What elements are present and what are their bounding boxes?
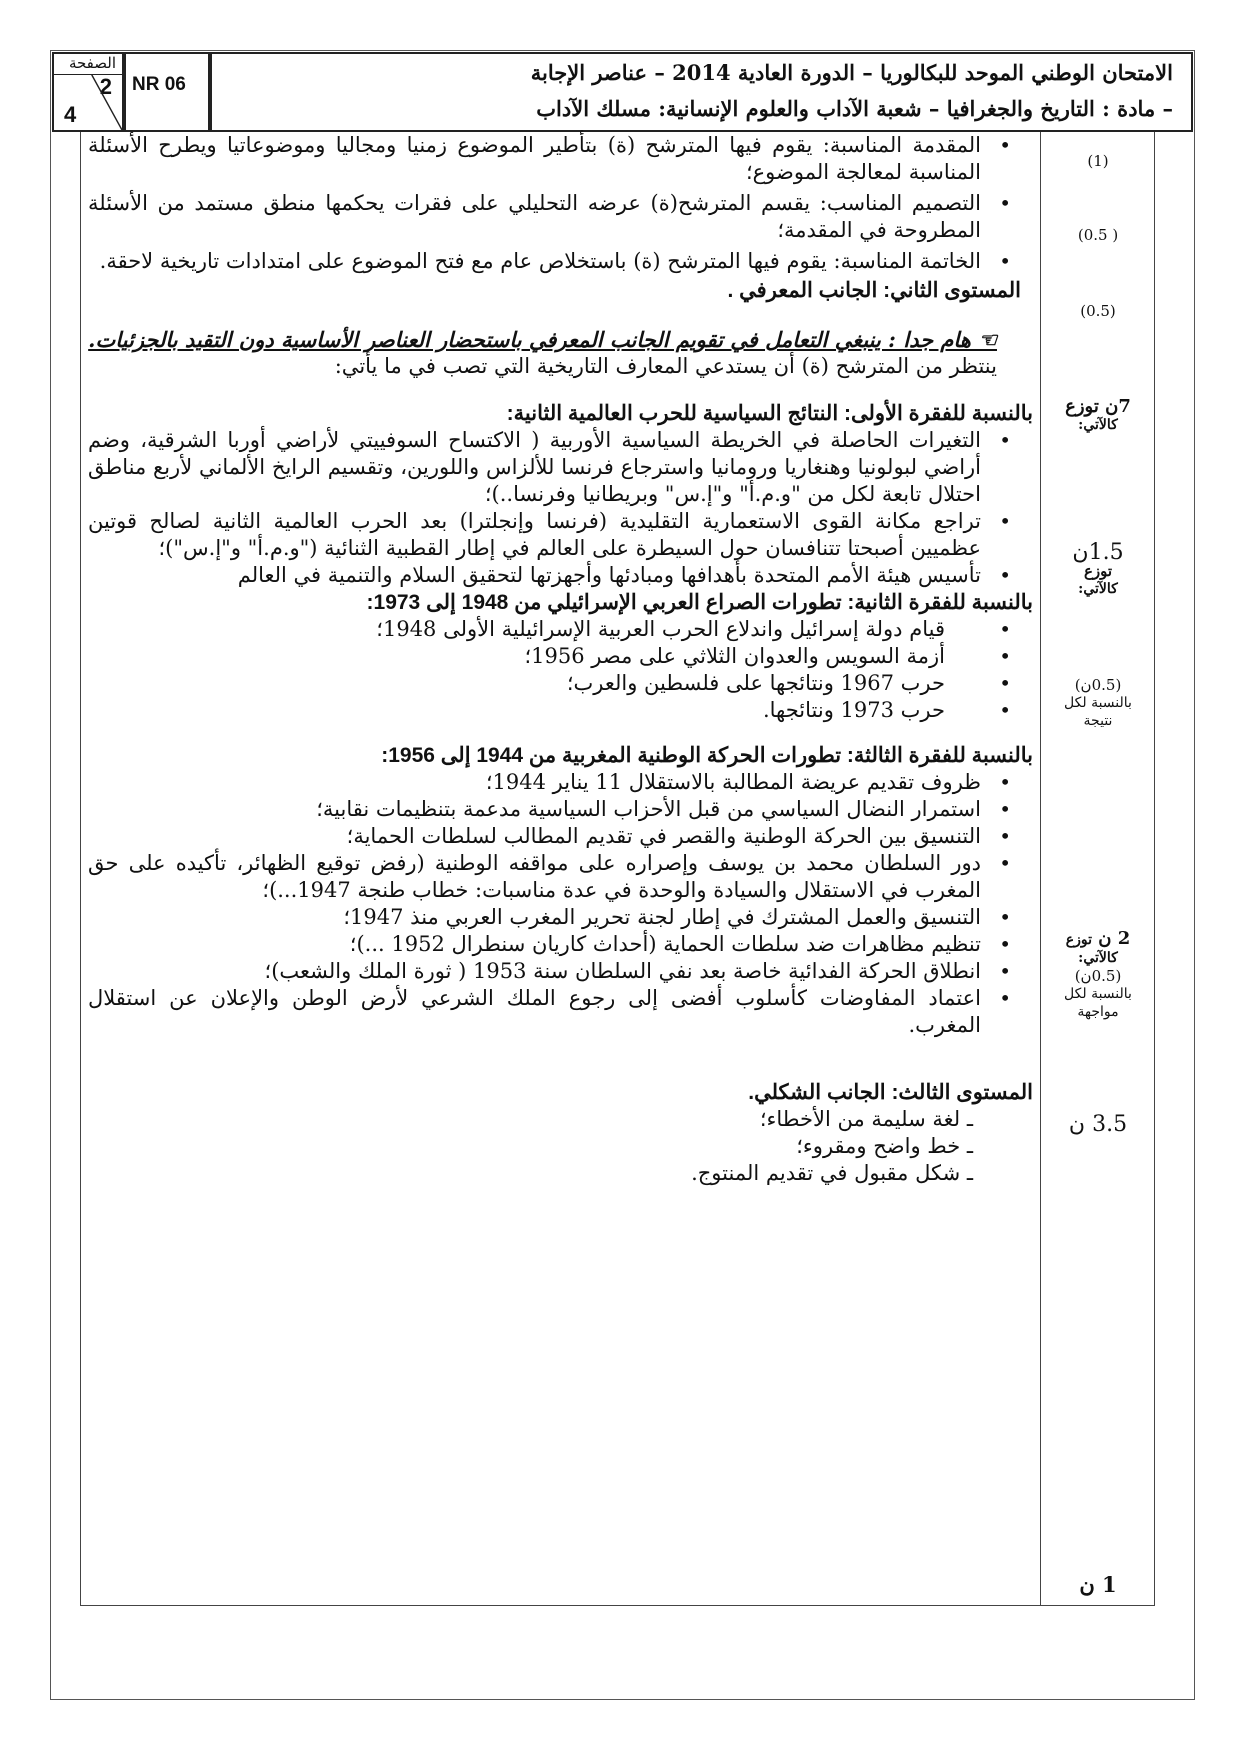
paragraph3-item: • التنسيق بين الحركة الوطنية والقصر في تقديم المطالب لسلطات الحماية؛ — [88, 823, 1033, 850]
mark-value: (0.5ن) — [1074, 676, 1122, 694]
paragraph2-item: • أزمة السويس والعدوان الثلاثي على مصر 1956؛ — [88, 643, 1033, 670]
mark-conclusion — [1042, 302, 1154, 320]
mark-intro — [1042, 152, 1154, 170]
paragraph1-item: • تراجع مكانة القوى الاستعمارية التقليدية (فرنسا وإنجلترا) بعد الحرب العالمية الثانية لصالح قوتين عظميين أصبحتا تتنافسان حول السيطرة على العالم في إطار القطبية الثنائية ("و.م.أ" و"إ.س")؛ — [88, 508, 1033, 562]
exam-title-box — [210, 52, 1193, 132]
exam-title-line1: الامتحان الوطني الموحد للبكالوريا – الدورة العادية 2014 – عناصر الإجابة — [530, 60, 1173, 85]
mark-note: كالآتي: — [1078, 417, 1118, 433]
page-number-box — [52, 52, 124, 132]
mark-value: 3.5 ن — [1068, 1112, 1128, 1137]
paragraph1-item: • التغيرات الحاصلة في الخريطة السياسية الأوربية ( الاكتساح السوفييتي لأراضي أوربا الشرقية، وضم أراضي لبولونيا وهنغاريا ورومانيا واسترجاع فرنسا للألزاس واللورين، وتقسيم الرايخ الألماني لأربع مناطق احتلال تابعة لكل من "و.م.أ" و"إ.س" وبريطانيا وفرنسا..)؛ — [88, 427, 1033, 508]
mark-value: 1.5ن — [1072, 540, 1124, 565]
mark-form — [1042, 1572, 1154, 1597]
mark-paragraph3 — [1042, 1112, 1154, 1137]
mark-plan — [1042, 226, 1154, 244]
mark-paragraph1 — [1042, 540, 1154, 598]
paragraph3-item: • دور السلطان محمد بن يوسف وإصراره على مواقفه الوطنية (رفض توقيع الظهائر، تأكيده على حق المغرب في الاستقلال والسيادة والوحدة في عدة مناسبات: خطاب طنجة 1947...)؛ — [88, 850, 1033, 904]
mark-paragraph1-detail — [1042, 676, 1154, 730]
paragraph3-item: • اعتماد المفاوضات كأسلوب أفضى إلى رجوع الملك الشرعي لأرض الوطن والإعلان عن استقلال المغرب. — [88, 985, 1033, 1039]
marks-column-divider — [1040, 132, 1041, 1606]
mark-note: كالآتي: — [1078, 581, 1118, 597]
level3-item: ـ خط واضح ومقروء؛ — [796, 1134, 973, 1158]
paragraph1-item: • تأسيس هيئة الأمم المتحدة بأهدافها ومبادئها وأجهزتها لتحقيق السلام والتنمية في العالم — [88, 562, 1033, 589]
intro-item: • التصميم المناسب: يقسم المترشح(ة) عرضه التحليلي على فقرات يحكمها منطق مستمد من الأسئلة المطروحة في المقدمة؛ — [88, 190, 1033, 244]
expectation-text: ينتظر من المترشح (ة) أن يستدعي المعارف التاريخية التي تصب في ما يأتي: — [334, 354, 997, 378]
mark-note: توزع — [1083, 562, 1113, 580]
page-number: 2 — [99, 74, 112, 99]
paragraph3-heading: بالنسبة للفقرة الثالثة: تطورات الحركة الوطنية المغربية من 1944 إلى 1956: — [381, 744, 1033, 767]
mark-note: توزع — [1065, 932, 1092, 948]
page-label: الصفحة — [68, 54, 116, 72]
paragraph1-heading: بالنسبة للفقرة الأولى: النتائج السياسية للحرب العالمية الثانية: — [506, 402, 1033, 425]
mark-value: 2 ن — [1098, 928, 1131, 949]
paragraph3-item: • استمرار النضال السياسي من قبل الأحزاب السياسية مدعمة بتنظيمات نقابية؛ — [88, 796, 1033, 823]
mark-value: (0.5ن) — [1074, 967, 1122, 985]
mark-note: بالنسبة لكل — [1064, 986, 1132, 1002]
mark-value: 1 ن — [1079, 1572, 1117, 1597]
exam-title-line2: – مادة : التاريخ والجغرافيا – شعبة الآداب والعلوم الإنسانية: مسلك الآداب — [536, 96, 1173, 121]
mark-paragraph2 — [1042, 930, 1154, 1021]
level3-item: ـ شكل مقبول في تقديم المنتوج. — [691, 1161, 973, 1185]
mark-note: كالآتي: — [1078, 950, 1118, 966]
intro-item: • المقدمة المناسبة: يقوم فيها المترشح (ة) بتأطير الموضوع زمنيا ومجاليا وموضوعاتيا ويطرح الأسئلة المناسبة لمعالجة الموضوع؛ — [88, 132, 1033, 186]
level3-item: ـ لغة سليمة من الأخطاء؛ — [759, 1107, 973, 1131]
paragraph3-item: • ظروف تقديم عريضة المطالبة بالاستقلال 11 يناير 1944؛ — [88, 769, 1033, 796]
paragraph2-item: • قيام دولة إسرائيل واندلاع الحرب العربية الإسرائيلية الأولى 1948؛ — [88, 616, 1033, 643]
level3-heading: المستوى الثالث: الجانب الشكلي. — [748, 1081, 1033, 1104]
mark-knowledge — [1042, 398, 1154, 434]
paragraph2-item: • حرب 1967 ونتائجها على فلسطين والعرب؛ — [88, 670, 1033, 697]
level2-heading: المستوى الثاني: الجانب المعرفي . — [727, 279, 1021, 302]
exam-code-box — [124, 52, 210, 132]
mark-note: توزع — [1065, 396, 1099, 417]
paragraph3-item: • انطلاق الحركة الفدائية خاصة بعد نفي السلطان سنة 1953 ( ثورة الملك والشعب)؛ — [88, 958, 1033, 985]
important-note: ☜ هام جدا : ينبغي التعامل في تقويم الجانب المعرفي باستحضار العناصر الأساسية دون التقيد بالجزئيات. — [88, 327, 997, 352]
mark-value: (1) — [1087, 152, 1109, 170]
mark-value: 7ن — [1105, 396, 1131, 417]
answer-content — [88, 132, 1033, 1187]
intro-item: • الخاتمة المناسبة: يقوم فيها المترشح (ة) باستخلاص عام مع فتح الموضوع على امتدادات تاريخية لاحقة. — [88, 248, 1033, 275]
mark-note: نتيجة — [1083, 713, 1113, 729]
paragraph3-item: • تنظيم مظاهرات ضد سلطات الحماية (أحداث كاريان سنطرال 1952 ...)؛ — [88, 931, 1033, 958]
exam-code: NR 06 — [132, 74, 186, 95]
mark-value: ( 0.5) — [1077, 226, 1119, 244]
mark-note: بالنسبة لكل — [1064, 695, 1132, 711]
mark-note: مواجهة — [1077, 1004, 1119, 1020]
paragraph3-item: • التنسيق والعمل المشترك في إطار لجنة تحرير المغرب العربي منذ 1947؛ — [88, 904, 1033, 931]
paragraph2-item: • حرب 1973 ونتائجها. — [88, 697, 1033, 724]
page-total: 4 — [64, 102, 77, 127]
mark-value: (0.5) — [1080, 302, 1116, 320]
paragraph2-heading: بالنسبة للفقرة الثانية: تطورات الصراع العربي الإسرائيلي من 1948 إلى 1973: — [366, 591, 1033, 614]
